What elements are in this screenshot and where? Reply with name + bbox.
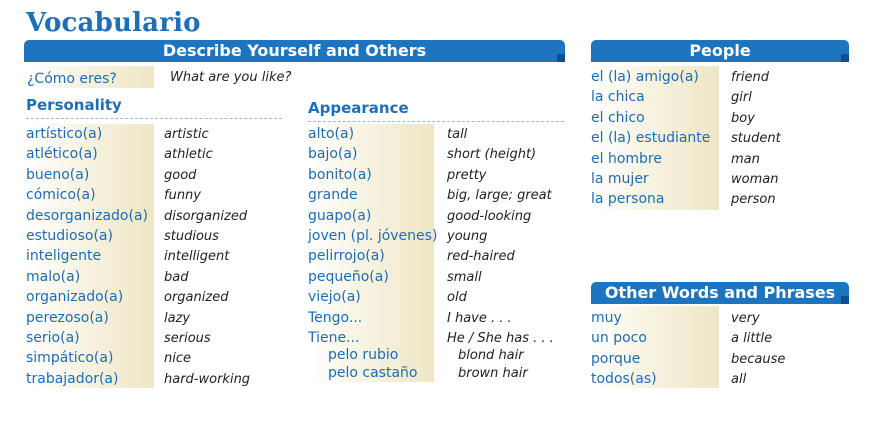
appearance-term-english: old — [447, 290, 467, 306]
appearance-subterm-english: brown hair — [458, 366, 528, 381]
people-term-english: person — [731, 192, 776, 208]
people-term-spanish: el (la) estudiante — [591, 130, 711, 147]
appearance-term-spanish: pequeño(a) — [308, 268, 389, 285]
personality-term-english: athletic — [164, 147, 213, 163]
people-term-spanish: el chico — [591, 109, 645, 126]
people-term-spanish: la mujer — [591, 171, 649, 187]
people-term-english: boy — [731, 110, 755, 126]
personality-term-spanish: estudioso(a) — [26, 228, 113, 244]
appearance-term-english: short (height) — [447, 147, 537, 163]
personality-term-spanish: atlético(a) — [26, 146, 98, 163]
personality-term-english: serious — [164, 331, 211, 346]
people-term-english: student — [731, 131, 781, 147]
page-title: Vocabulario — [26, 8, 201, 38]
appearance-term-spanish: joven (pl. jóvenes) — [308, 228, 438, 244]
appearance-term-spanish: pelirrojo(a) — [308, 248, 385, 265]
appearance-subterm-spanish: pelo castaño — [328, 365, 418, 381]
appearance-term-english: I have . . . — [447, 310, 512, 326]
people-banner: People — [591, 40, 849, 62]
other-term-english: because — [731, 351, 786, 367]
personality-term-spanish: perezoso(a) — [26, 309, 109, 326]
people-term-spanish: el hombre — [591, 150, 662, 167]
other-term-english: all — [731, 372, 747, 388]
personality-term-spanish: serio(a) — [26, 330, 80, 346]
personality-term-spanish: bueno(a) — [26, 166, 90, 183]
appearance-subterm-english: blond hair — [458, 348, 524, 363]
appearance-term-spanish: bajo(a) — [308, 146, 358, 163]
personality-term-english: bad — [164, 269, 189, 285]
appearance-term-english: He / She has . . . — [447, 331, 554, 346]
personality-term-english: hard-working — [164, 371, 251, 387]
personality-term-english: lazy — [164, 310, 191, 326]
describe-yourself-banner: Describe Yourself and Others — [24, 40, 565, 62]
appearance-term-spanish: grande — [308, 187, 358, 204]
personality-term-english: intelligent — [164, 249, 230, 265]
question-spanish: ¿Cómo eres? — [27, 71, 117, 87]
personality-term-spanish: inteligente — [26, 248, 102, 265]
personality-term-spanish: artístico(a) — [26, 126, 103, 142]
other-term-english: very — [731, 311, 760, 326]
appearance-term-spanish: alto(a) — [308, 126, 355, 142]
personality-term-english: nice — [164, 351, 191, 367]
appearance-term-spanish: guapo(a) — [308, 207, 372, 224]
appearance-term-spanish: Tiene... — [308, 330, 360, 346]
appearance-term-english: small — [447, 269, 482, 285]
appearance-term-spanish: viejo(a) — [308, 289, 361, 306]
people-term-english: friend — [731, 70, 770, 85]
appearance-term-english: red-haired — [447, 249, 515, 265]
people-term-english: girl — [731, 90, 752, 106]
personality-term-spanish: malo(a) — [26, 268, 81, 285]
personality-term-spanish: organizado(a) — [26, 289, 124, 306]
appearance-term-english: young — [447, 229, 488, 244]
appearance-divider — [308, 121, 564, 123]
other-term-spanish: porque — [591, 350, 641, 367]
appearance-term-spanish: bonito(a) — [308, 166, 372, 183]
personality-term-english: funny — [164, 188, 201, 204]
other-term-spanish: muy — [591, 310, 622, 326]
appearance-term-english: big, large; great — [447, 188, 552, 204]
other-term-spanish: todos(as) — [591, 371, 657, 388]
personality-term-spanish: trabajador(a) — [26, 370, 119, 387]
appearance-subterm-spanish: pelo rubio — [328, 347, 399, 363]
personality-heading: Personality — [26, 96, 122, 114]
appearance-heading: Appearance — [308, 99, 409, 117]
appearance-term-english: pretty — [447, 167, 487, 183]
question-english: What are you like? — [170, 70, 292, 85]
people-term-english: man — [731, 151, 760, 167]
people-term-spanish: la persona — [591, 191, 665, 208]
other-term-spanish: un poco — [591, 330, 647, 347]
personality-term-spanish: simpático(a) — [26, 350, 114, 367]
personality-term-spanish: desorganizado(a) — [26, 207, 148, 224]
appearance-term-english: tall — [447, 127, 468, 142]
personality-term-english: studious — [164, 229, 219, 244]
personality-term-english: disorganized — [164, 208, 248, 224]
people-term-spanish: la chica — [591, 89, 645, 106]
personality-term-english: artistic — [164, 127, 209, 142]
personality-term-english: good — [164, 167, 197, 183]
appearance-term-english: good-looking — [447, 208, 532, 224]
people-term-english: woman — [731, 172, 779, 187]
people-term-spanish: el (la) amigo(a) — [591, 69, 699, 85]
personality-term-spanish: cómico(a) — [26, 187, 96, 204]
other-term-english: a little — [731, 331, 773, 347]
other-words-banner: Other Words and Phrases — [591, 282, 849, 304]
personality-term-english: organized — [164, 290, 229, 306]
appearance-term-spanish: Tengo... — [308, 309, 363, 326]
personality-divider — [26, 118, 282, 120]
